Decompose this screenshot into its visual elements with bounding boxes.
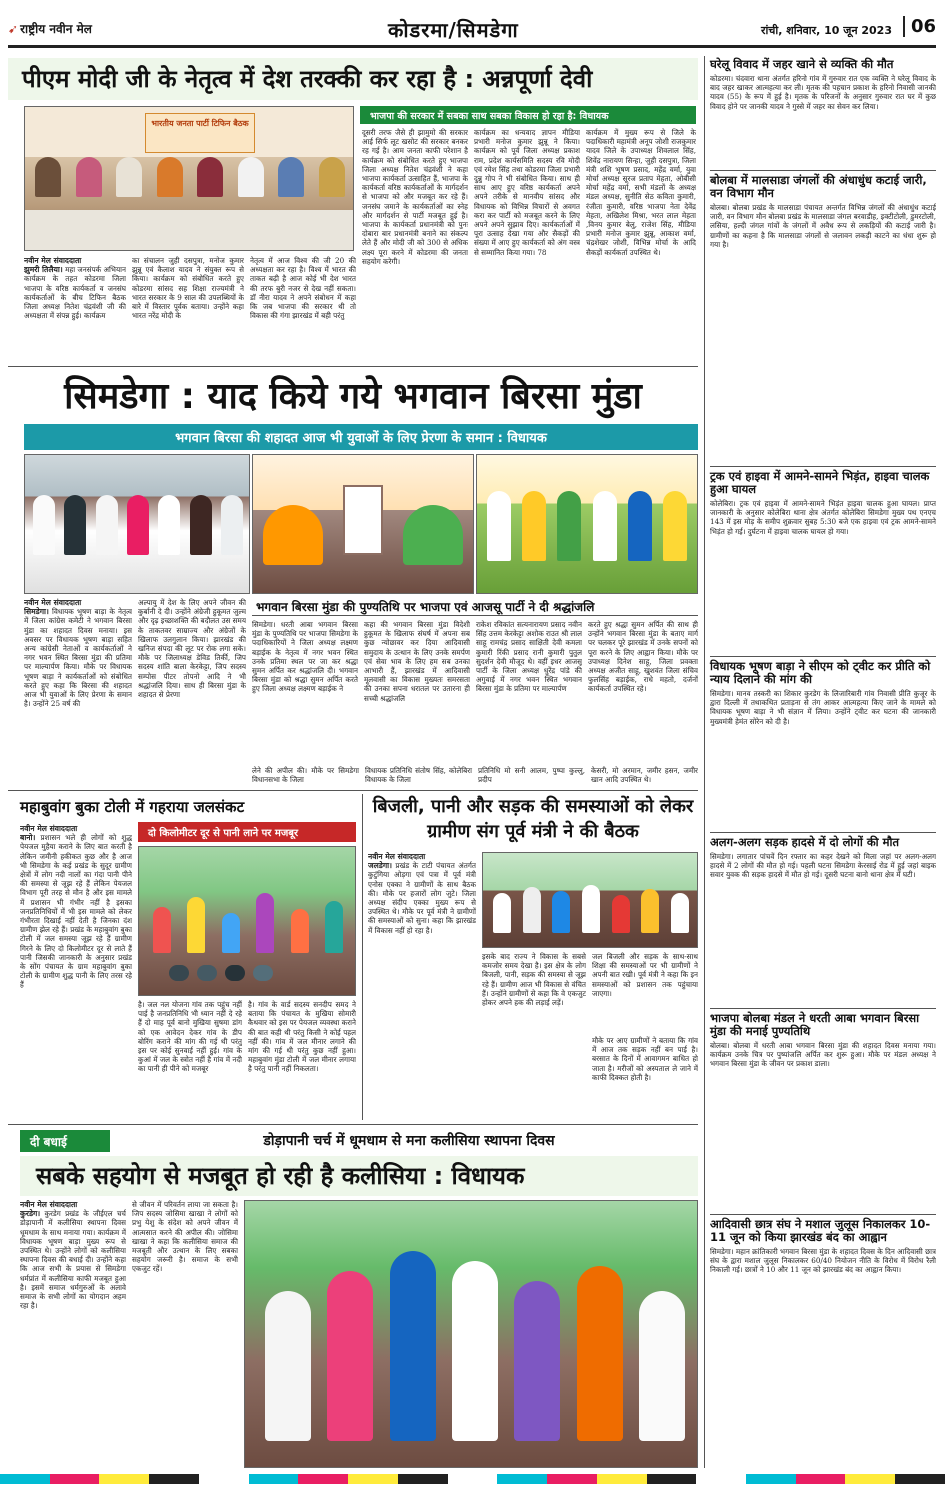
divider (8, 366, 698, 367)
birsa-col-3: सिमडेगा। धरती आबा भगवान बिरसा मुंडा के पुण्यतिथि पर भाजपा सिमडेगा के पदाधिकारियों ने जिला अध्यक्ष लक्ष्मण बड़ाईक के नेतृत्व में नगर भवन स्थित उनके प्रतिमा स्थल पर जा कर श्रद्धा सुमन अर्पित कर श्रद्धांजलि दी। भगवान बिरसा मुंडा को श्रद्धा सुमन अर्पित करते हुए जिला अध्यक्ष लक्ष्मण बड़ाईक ने (252, 620, 358, 694)
divider (710, 1214, 936, 1215)
divider (710, 1008, 936, 1009)
sidebar-story-6 (710, 1012, 936, 1212)
divider (8, 790, 698, 791)
divider (710, 832, 936, 833)
lead-col-5: कार्यक्रम का धन्यवाद ज्ञापन मीडिया प्रभारी मनोज कुमार झुन्नू ने किया। कार्यक्रम को पूर्व जिला अध्यक्ष प्रकाश राम, प्रदेश कार्यसमिति सदस्य रवि मोदी एवं रमेश सिंह तथा कोडरमा जिला प्रभारी दुन्नु गोप ने भी संबोधित किया। साथ ही साथ आए हुए वरिष्ठ कार्यकर्ता अपने अपने तरीके से मानवीय सांसद और विधायक को विभिन्न विचारों से अवगत करा कर पार्टी को मजबूत करने के लिए अपने अपने सुझाव दिए। कार्यकर्ताओं में पूरा उत्साह देखा गया और सैकड़ों की संख्या में आए हुए कार्यकर्ता को अंग वस्त्र से सम्मानित किया गया। 78 (474, 128, 580, 257)
sidebar-head-4: विधायक भूषण बाड़ा ने सीएम को ट्वीट कर प्रीति को न्याय दिलाने की मांग की (710, 659, 931, 686)
bird-icon: ➹ (8, 22, 19, 36)
birsa-col-5: राकेश रविकांत सत्यनारायण प्रसाद नवीन सिंह उत्तम केरकेट्टा अशोक राउत श्री लाल साहू रामचंद्र प्रसाद साक्षिती देवी कमला कुमारी रिंकी प्रसाद रानी कुमारी पुतुल सुदर्शन देवी मौजूद थे। वहीं इधर आजसू पार्टी के जिला अध्यक्ष धुरेंद्र पांडे की अगुवाई में नगर भवन स्थित भगवान बिरसा मुंडा के प्रतिमा पर माल्यार्पण (476, 620, 582, 694)
sidebar-body-7: सिमडेगा। महान क्रांतिकारी भगवान बिरसा मुंडा के शहादत दिवस के दिन आदिवासी छात्र संघ के द्वारा मशाल जुलूस निकालकर 60/40 नियोजन नीति के विरोध में विरोध रैली निकाली गई। छात्रों ने 10 और 11 जून को झारखंड बंद का आह्वान किया। (710, 1247, 936, 1275)
sidebar-story-3 (710, 470, 936, 654)
lead-col-4: दूसरी तरफ जैसे ही झामुमो की सरकार आई सिर्फ लूट खसोट की सरकार बनकर रह गई है। आम जनता काफी परेशान है कार्यक्रम को संबोधित करते हुए भाजपा जिला अध्यक्ष नितेश चंद्रवंशी ने कहा भाजपा कार्यकर्ता उत्साहित हैं, भाजपा के कार्यकर्ता वरिष्ठ कार्यकर्ताओं के मार्गदर्शन से भाजपा को और मजबूत कर रहे हैं। जनसंघ जमाने के कार्यकर्ताओं का स्नेह और मार्गदर्शन से पार्टी मजबूत हुई है। भाजपा के कार्यकर्ता प्रधानमंत्री को पुनः दोबारा बार प्रधानमंत्री बनाने का संकल्प लेते हैं और मोदी जी को 300 से अधिक लक्ष्य पूरा करने में कोडरमा की जनता सहयोग करेगी। (362, 128, 468, 266)
birsa-tail-2: विधायक प्रतिनिधि संतोष सिंह, कोलेबिरा विधायक के जिला (365, 766, 472, 785)
sidebar-body-1: कोडरमा। चंदवारा थाना अंतर्गत हरिनो गांव में गुरुवार रात एक व्यक्ति ने घरेलू विवाद के बाद जहर खाकर आत्महत्या कर ली। मृतक की पहचान प्रकाश के हरिनो निवासी जानकी यादव (55) के रूप में हुई है। मृतक के परिजनों के अनुसार गुरुवार रात घर में कुछ विवाद होने पर जानकी यादव ने गुस्से में जहर का सेवन कर लिया। (710, 74, 936, 111)
photo-people (35, 157, 345, 197)
water-dateline: बानो। (20, 833, 36, 843)
birsa-text-1: विधायक भूषण बाड़ा के नेतृत्व में जिला कांग्रेस कमेटी ने भगवान बिरसा मुंडा का शहादत दिवस मनाया। इस अवसर पर विधायक भूषण बाड़ा सहित अन्य कांग्रेसी नेताओं व कार्यकर्ताओं ने नगर भवन स्थित बिरसा मुंडा की प्रतिमा पर माल्यार्पण किया। मौके पर विधायक भूषण बाड़ा ने कार्यकर्ताओं को संबोधित करते हुए कहा कि बिरसा की शहादत आज भी युवाओं के लिए प्रेरणा के समान है। उन्होंने 25 वर्ष की (24, 607, 132, 709)
birsa-col-4: कहा की भगवान बिरसा मुंडा विदेशी हुकूमत के खिलाफ संघर्ष में अपना सब कुछ न्योछावर कर दिया आदिवासी समुदाय के उत्थान के लिए उनके समर्पण एवं सेवा भाव के लिए हम सब उनका आभारी हैं, झारखंड में आदिवासी मूलवासी का विकास मुख्यतः समरसता की उनका सपना धरातल पर उतारना ही सच्ची श्रद्धांजलि (364, 620, 470, 703)
sidebar-body-6: बोलबा। बोलबा में धरती आबा भगवान बिरसा मुंडा की शहादत दिवस मनाया गया। कार्यक्रम उनके चित्र पर पुष्पांजलि अर्पित कर शुरू हुआ। मौके पर मंडल अध्यक्ष ने भगवान बिरसा मुंडा के जीवन पर प्रकाश डाला। (710, 1041, 936, 1069)
church-headline: सबके सहयोग से मजबूत हो रही है कलीसिया : विधायक (36, 1162, 525, 1190)
brand (8, 20, 92, 37)
lead-subhead: भाजपा की सरकार में सबका साथ सबका विकास हो रहा है: विधायक (360, 106, 696, 124)
birsa-photo-2 (252, 454, 474, 594)
electricity-col-3: जल बिजली और सड़क के साथ-साथ शिक्षा की समस्याओं पर भी ग्रामीणों ने अपनी बात रखी। पूर्व मंत्री ने कहा कि इन समस्याओं को प्रशासन तक पहुंचाया जाएगा। (592, 952, 698, 998)
sidebar-head-7: आदिवासी छात्र संघ ने मशाल जुलूस निकालकर 10-11 जून को किया झारखंड बंद का आह्वान (710, 1217, 931, 1244)
church-subhead: डोड़ापानी चर्च में धूमधाम से मना कलीसिया स्थापना दिवस (263, 1133, 555, 1149)
birsa-subhead2-box (252, 598, 698, 616)
birsa-tail-1: लेने की अपील की। मौके पर सिमडेगा विधानसभा के जिला (252, 766, 359, 785)
masthead (8, 14, 936, 48)
birsa-subhead: भगवान बिरसा की शहादत आज भी युवाओं के लिए प्रेरणा के समान : विधायक (24, 424, 698, 450)
birsa-photo-1 (24, 454, 250, 594)
church-photo (244, 1200, 698, 1468)
electricity-text-1: प्रखंड के टाटी पंचायत अंतर्गत कुटुंगिया ओड़गा एवं पत्रा में पूर्व मंत्री एनोस एक्का ने ग्रामीणों के साथ बैठक की। मौके पर हजारों लोग जुटे। जिला अध्यक्ष संदीप एक्का मुख्य रूप से उपस्थित थे। मौके पर पूर्व मंत्री ने ग्रामीणों की समस्याओं को सुना। कहा कि झारखंड में विकास नहीं हो रहा है। (368, 861, 476, 935)
sidebar-head-6: भाजपा बोलबा मंडल ने धरती आबा भगवान बिरसा मुंडा की मनाई पुण्यतिथि (710, 1011, 920, 1038)
sidebar-body-5: सिमडेगा। लगातार पांचवें दिन रफ्तार का कहर देखने को मिला जहां पर अलग-अलग हादसे में 2 लोगों की मौत हो गई। पहली घटना सिमडेगा केरसाई रोड में हुई जहां बाइक सवार युवक की सड़क हादसे में मौत हो गई। दूसरी घटना बानो थाना क्षेत्र में घटी। (710, 852, 936, 880)
electricity-byline: नवीन मेल संवाददाता (368, 852, 426, 861)
sidebar-story-4 (710, 660, 936, 830)
water-subhead: दो किलोमीटर दूर से पानी लाने पर मजबूर (138, 822, 356, 842)
divider (710, 466, 936, 467)
divider (710, 170, 936, 171)
church-byline: नवीन मेल संवाददाता (20, 1200, 78, 1209)
printer-color-strip (0, 1474, 945, 1484)
water-col-1 (20, 824, 132, 1120)
birsa-photo-3 (476, 454, 698, 594)
church-dateline: कुरडेग। (20, 1209, 41, 1219)
brand-name: राष्ट्रीय नवीन मेल (20, 22, 92, 36)
birsa-tail-4: केसरी, मो अरमान, जमीर हसन, जमीर खान आदि उपस्थित थे। (591, 766, 698, 785)
church-text-1: कुरडेग प्रखंड के जीईएल चर्च डोड़ापानी में कलीसिया स्थापना दिवस धूमधाम के साथ मनाया गया। कार्यक्रम में विधायक भूषण बाड़ा मुख्य रूप से उपस्थित थे। उन्होंने लोगों को कलीसिया स्थापना दिवस की बधाई दी। उन्होंने कहा कि आज सभी के प्रयास से सिमडेगा धर्मप्रांत में कलीसिया काफी मजबूत हुआ है। इसमें समाज धर्मगुरुओं के अलावे समाज के सभी लोगों का योगदान अहम रहा है। (20, 1209, 126, 1311)
sidebar-body-2: बोलबा। बोलबा प्रखंड के मालसाडा पंचायत अन्तर्गत विभिन्न जंगलों की अंधाधुंध कटाई जारी, वन विभाग मौन बोलबा प्रखंड के मालसाडा जंगल बरवाडीह, इक्टीटोली, डुमरटोली, लसिया, हल्दी जंगल गांवों के जंगलों में अवैध रूप से लकड़ियों की कटाई जारी है। ग्रामीणों का कहना है कि मालसाडा जंगलों से जलावन लकड़ी काटने का धंधा शुरू हो गया है। (710, 203, 936, 249)
electricity-col-2: इसके बाद राज्य ने विकास के सबसे कमजोर समय देखा है। इस क्षेत्र के लोग बिजली, पानी, सड़क की समस्या से जूझ रहे हैं। ग्रामीण आज भी विकास से वंचित हैं। उन्होंने ग्रामीणों से कहा कि वे एकजुट होकर अपने हक की लड़ाई लड़ें। (482, 952, 586, 1008)
sidebar-head-2: बोलबा में मालसाडा जंगलों की अंधाधुंध कटाई जारी, वन विभाग मौन (710, 173, 927, 200)
divider (8, 1124, 698, 1125)
divider (704, 56, 705, 1468)
page-number: 06 (903, 16, 936, 37)
lead-col-2: का संचालन जुही दसपुत्रा, मनोज कुमार झुन्नू एवं कैलाश यादव ने संयुक्त रूप से किया। कार्यक्रम को संबोधित करते हुए कोडरमा सांसद सह शिक्षा राज्यमंत्री ने भारत सरकार के 9 साल की उपलब्धियों के बारे में विस्तार पूर्वक बताया। उन्होंने कहा भारत नरेंद्र मोदी के (132, 256, 244, 321)
church-tag: दी बधाई (20, 1130, 110, 1152)
birsa-col-6: करते हुए श्रद्धा सुमन अर्पित की साथ ही उन्होंने भगवान बिरसा मुंडा के बताए मार्ग पर चलकर पूरे झारखंड में उनके सपनों को पूरा करने के लिए आह्वान किया। मौके पर उपाध्यक्ष दिनेश साहू, जिला प्रवक्ता अध्यक्ष अजीत साहू, खुशवंत जिला संचिव फुलसिंह बड़ाईक, राधे महतो, दर्जनों कार्यकर्ता उपस्थित रहे। (588, 620, 698, 694)
lead-col-1 (24, 256, 126, 362)
water-photo (138, 846, 356, 996)
lead-photo (24, 106, 354, 251)
water-headline: महाबुवांग बुका टोली में गहराया जलसंकट (20, 798, 245, 816)
birsa-col-2: अल्पायु में देश के लिए अपने जीवन की कुर्बानी दे दी। उन्होंने अंग्रेजी हुकूमत जुल्म और दृढ़ इच्छाशक्ति की बदौलत उस समय के ताकतवर साम्राज्य और अंग्रेजों के खिलाफ उलगुलान किया। झारखंड की खनिज संपदा की लूट पर रोक लगा सके। मौके पर जिलाध्यक्ष डेविड तिर्की, जिप सदस्य शांति बाला केरकेट्टा, जिप सदस्य सम्पोस पीटर तोपनो आदि ने भी श्रद्धांजलि दिया। साथ ही बिरसा मुंडा के शहादत से प्रेरणा (138, 598, 246, 700)
divider (362, 794, 363, 1120)
sidebar-story-2 (710, 174, 936, 464)
sidebar-head-3: ट्रक एवं हाइवा में आमने-सामने भिड़ंत, हाइवा चालक हुआ घायल (710, 469, 930, 496)
lead-col-6: कार्यक्रम में मुख्य रूप से जिले के पदाधिकारी महामंत्री अनूप जोशी राजकुमार यादव जिले के उपाध्यक्ष शिवलाल सिंह, शिवेंद्र नारायण सिन्हा, जुही दसपुत्रा, जिला मंत्री शशि भूषण प्रसाद, महेंद्र वर्मा, युवा मोर्चा अध्यक्ष सूरज प्रताप मेहता, ओबीसी मोर्चा महेंद्र वर्मा, सभी मंडलों के अध्यक्ष मंडल अध्यक्ष, सुनीति सेठ कविता कुमारी, रंजीता कुमारी, वरिष्ठ भाजपा नेता देवेंद्र मेहता, अखिलेश मिश्रा, भरत लाल मेहता ,विनय कुमार बेलु, राजेश सिंह, मीडिया प्रभारी मनोज कुमार झुन्नू, आकाश वर्मा, चंद्रशेखर जोशी, विभिन्न मोर्चा के आदि सैकड़ों कार्यकर्ता उपस्थित थे। (586, 128, 696, 257)
church-headline-box (20, 1156, 698, 1196)
water-byline: नवीन मेल संवाददाता (20, 824, 78, 833)
sidebar-body-4: सिमडेगा। मानव तस्करी का शिकार कुरडेग के लिजारिबारी गांव निवासी प्रीति कुजूर के द्वारा दिल्ली में तथाकथित प्रताड़ना से तंग आकर आत्महत्या किए जाने के मामले को विधायक भूषण बाड़ा ने भी संज्ञान में लिया। उन्होंने ट्वीट कर घटना की जानकारी मुख्यमंत्री हेमंत सोरेन को दी है। (710, 689, 936, 726)
birsa-subhead2: भगवान बिरसा मुंडा की पुण्यतिथि पर भाजपा एवं आजसू पार्टी ने दी श्रद्धांजलि (256, 600, 595, 614)
birsa-byline: नवीन मेल संवाददाता (24, 598, 82, 607)
issue-date: रांची, शनिवार, 10 जून 2023 (761, 24, 892, 37)
divider (710, 656, 936, 657)
sidebar-story-1 (710, 58, 936, 168)
water-col-3: है। गांव के वार्ड सदस्य सनदीप समद ने बताया कि पंचायत के मुखिया सोमारी कैथवार को इस पर पेयजल व्यवस्था कराने की बात कही थी परंतु किसी ने कोई पहल नहीं की। गांव में जल मीनार लगाने की मांग की गई थी परंतु कुछ नहीं हुआ। महाबुवांग मुंडा टोली में जल मीनार लगाया है परंतु पानी नहीं निकलता। (248, 1000, 356, 1074)
section-title: कोडरमा/सिमडेगा (388, 18, 519, 42)
sidebar-head-1: घरेलू विवाद में जहर खाने से व्यक्ति की मौत (710, 57, 894, 71)
electricity-photo (482, 852, 698, 948)
birsa-dateline: सिमडेगा। (24, 607, 49, 617)
lead-col-3: नेतृत्व में आज विश्व की जी 20 की अध्यक्षता कर रहा है। विश्व में भारत की ताकत बढ़ी है आज कोई भी देश भारत की तरफ बुरी नजर से देख नहीं सकता। डॉ नीरा यादव ने अपने संबोधन में कहा कि जब भाजपा की सरकार थी तो विकास की गंगा झारखंड में बही परंतु (250, 256, 356, 321)
electricity-dateline: जलडेगा। (368, 861, 392, 871)
electricity-col-4: मौके पर आए ग्रामीणों ने बताया कि गांव में आज तक सड़क नहीं बन पाई है। बरसात के दिनों में आवागमन बाधित हो जाता है। मरीजों को अस्पताल ले जाने में काफी दिक्कत होती है। (592, 1036, 698, 1082)
electricity-headline: बिजली, पानी और सड़क की समस्याओं को लेकर ग्रामीण संग पूर्व मंत्री ने की बैठक (372, 796, 694, 842)
sidebar-body-3: कोलेबिरा। ट्रक एवं हाइवा में आमने-सामने भिड़ंत हाइवा चालक हुआ घायल। प्राप्त जानकारी के अनुसार कोलेबिरा थाना क्षेत्र अंतर्गत कोलेबिरा सिमडेगा मुख्य पथ एनएच 143 में इस मोड़ के समीप शुक्रवार सुबह 5:30 बजे एक हाइवा एवं ट्रक आमने-सामने भिड़ंत हो गई। दुर्घटना में हाइवा चालक घायल हो गया। (710, 499, 936, 536)
birsa-tail-row (252, 766, 698, 788)
birsa-headline: सिमडेगा : याद किये गये भगवान बिरसा मुंडा (64, 376, 642, 417)
birsa-col-1 (24, 598, 132, 780)
water-text-1: प्रशासन भले ही लोगों को शुद्ध पेयजल मुहैया कराने के लिए बात करती है लेकिन जमीनी हकीकत कुछ और है आज भी सिमडेगा के कई प्रखंड के सुदूर ग्रामीण क्षेत्रों में लोग नदी नालों का गंदा पानी पीने की समस्या से जूझ रहे हैं लेकिन पेयजल विभाग पूरी तरह से मौन है और इस मामले में प्रशासन भी गंभीर नहीं है इसका जनप्रतिनिधियों में भी इस मामले को लेकर गंभीरता दिखाई नहीं देती है जिनका दंश ग्रामीण झेल रहे हैं। प्रखंड के महाबुवांग बुका टोली में जल समस्या जूझ रहे हैं ग्रामीण गिरने के लिए दो किलोमीटर दूर से लाते हैं पानी जिसकी जानकारी के अनुसार प्रखंड के सोंग पंचायत के ग्राम महाबुवांग बुका टोली के ग्रामीण शुद्ध पानी के लिए तरस रहे हैं (20, 833, 132, 990)
lead-dateline: झुमरी तिलैया। (24, 265, 63, 275)
electricity-col-1 (368, 852, 476, 1120)
church-col-1 (20, 1200, 126, 1468)
lead-text-1: महा जनसंपर्क अभियान कार्यक्रम के तहत कोडरमा जिला भाजपा के वरिष्ठ कार्यकर्ता व जनसंघ कार्यकर्ताओं के बीच टिफिन बैठक जिला अध्यक्ष नितेश चंद्रवंशी जी की अध्यक्षता में संपन्न हुई। कार्यक्रम (24, 265, 126, 321)
lead-headline-box (8, 58, 698, 100)
church-col-2: से जीवन में परिवर्तन लाया जा सकता है। जिप सदस्य जोसिमा खाखा ने लोगों को प्रभु येशु के संदेश को अपने जीवन में आत्मसात करने की अपील की। जोसिमा खाखा ने कहा कि कलीसिया समाज की मजबूती और उत्थान के लिए सबका सहयोग जरूरी है। समाज के सभी एकजुट रहें। (132, 1200, 238, 1274)
sidebar-story-7 (710, 1218, 936, 1468)
sidebar-head-5: अलग-अलग सड़क हादसे में दो लोगों की मौत (710, 835, 900, 849)
lead-byline: नवीन मेल संवाददाता (24, 256, 82, 265)
lead-headline: पीएम मोदी जी के नेतृत्व में देश तरक्की कर रहा है : अन्नपूर्णा देवी (22, 65, 593, 93)
sidebar-story-5 (710, 836, 936, 1006)
water-col-2: है। जल नल योजना गांव तक पहुंच नहीं पाई है जनप्रतिनिधि भी ध्यान नहीं दे रहे हैं दो माह पूर्व बानो मुखिया सुषमा डांग को एक आवेदन देकर गांव के डीप बोरिंग कराने की मांग की गई थी परंतु इस पर कोई सुनवाई नहीं हुई। गांव के कुआं में जल के स्त्रोत नहीं है गांव में नदी का पानी ही पीने को मजबूर (138, 1000, 242, 1074)
birsa-tail-3: प्रतिनिधि मो सनी आलम, पुष्पा कुल्लु, प्रदीप (478, 766, 585, 785)
photo-banner: भारतीय जनता पार्टी टिफिन बैठक (145, 113, 255, 153)
